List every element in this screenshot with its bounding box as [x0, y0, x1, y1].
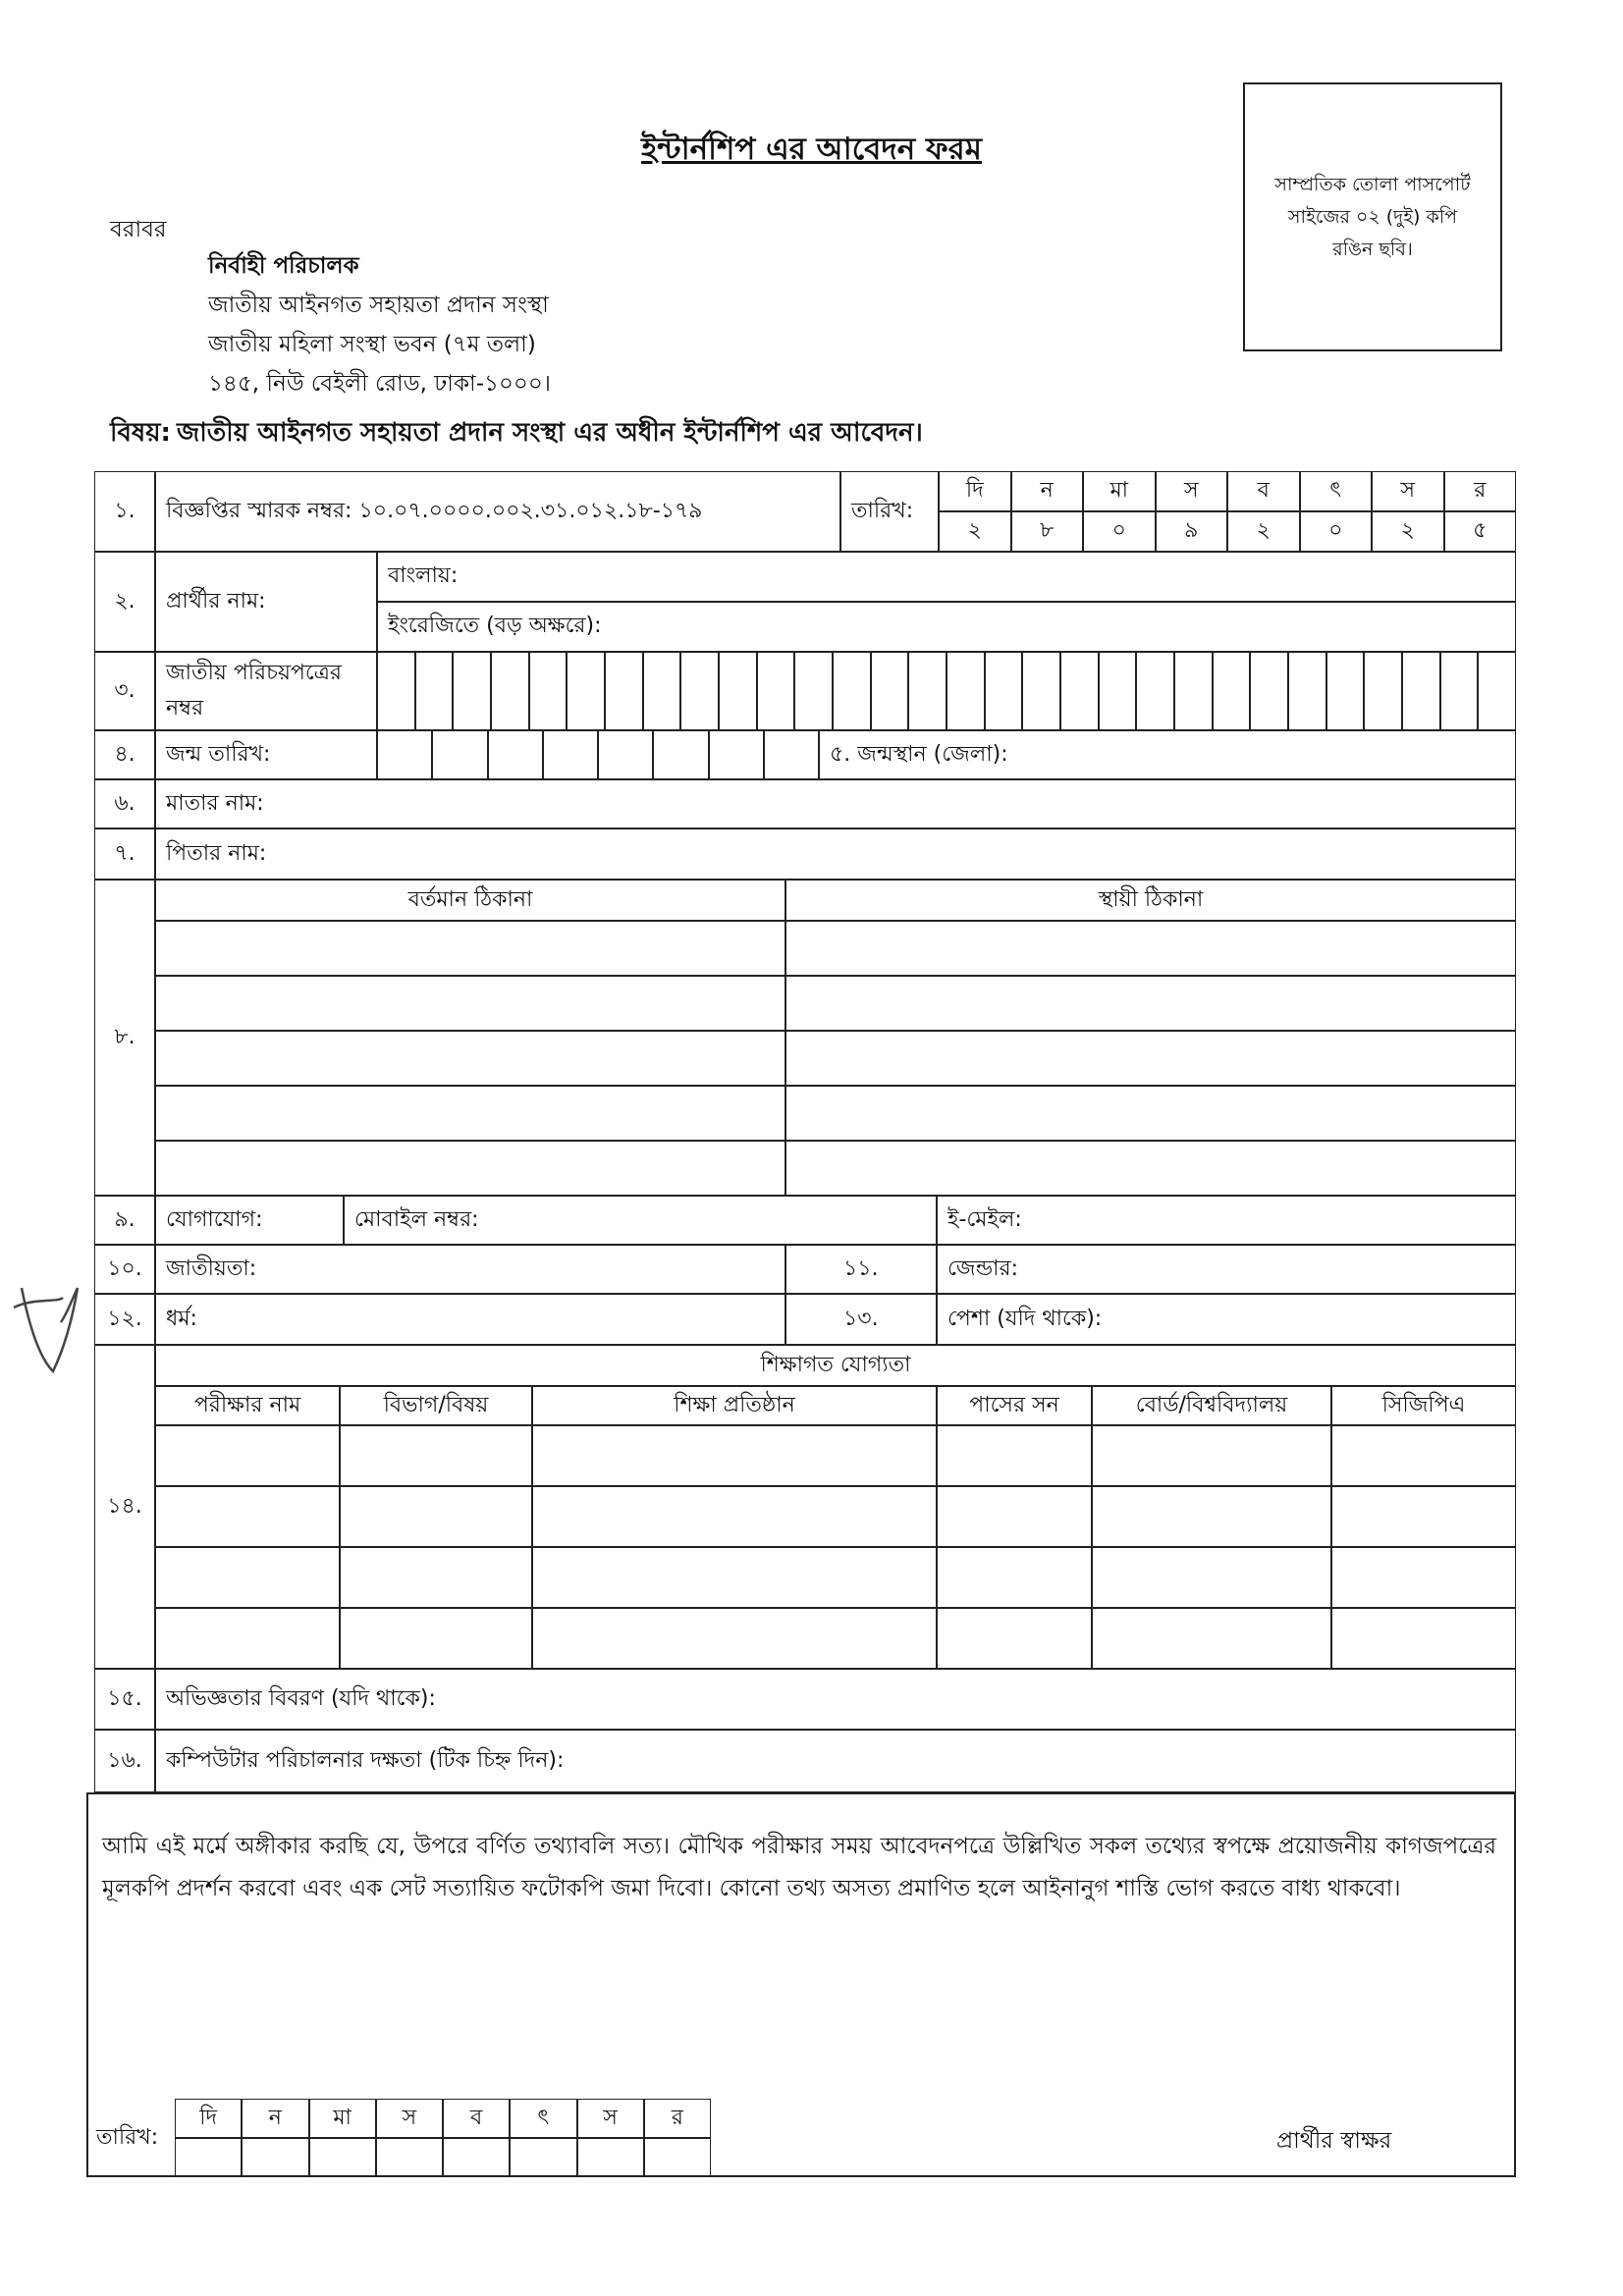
footer-date-box[interactable] — [242, 2138, 308, 2177]
row13-num: ১৩. — [785, 1294, 937, 1345]
nid-digit-box[interactable] — [1440, 652, 1479, 730]
permanent-address-line[interactable] — [785, 1031, 1516, 1086]
nid-digit-box[interactable] — [415, 652, 454, 730]
education-cell[interactable] — [340, 1547, 532, 1608]
footer-date-head: স — [577, 2099, 644, 2138]
education-cell[interactable] — [937, 1547, 1092, 1608]
applicant-signature-label: প্রার্থীর স্বাক্ষর — [1276, 2128, 1392, 2154]
education-cell[interactable] — [1092, 1547, 1331, 1608]
nid-digit-box[interactable] — [719, 652, 757, 730]
date-head-cell: ব — [1227, 471, 1300, 511]
memo-label: বিজ্ঞপ্তির স্মারক নম্বর: — [166, 498, 352, 523]
nid-label-line2: নম্বর — [166, 696, 204, 721]
nationality-field[interactable]: জাতীয়তা: — [155, 1245, 785, 1294]
dob-digit-box[interactable] — [488, 730, 543, 779]
father-name-field[interactable]: পিতার নাম: — [155, 828, 1516, 880]
row10-num: ১০. — [94, 1245, 155, 1294]
footer-date-head: র — [644, 2099, 711, 2138]
nid-digit-box[interactable] — [1478, 652, 1516, 730]
religion-field[interactable]: ধর্ম: — [155, 1294, 785, 1345]
nid-digit-box[interactable] — [794, 652, 833, 730]
education-header-cell: পরীক্ষার নাম — [155, 1386, 340, 1425]
name-label: প্রার্থীর নাম: — [155, 552, 377, 652]
permanent-address-header: স্থায়ী ঠিকানা — [785, 880, 1516, 921]
footer-date-head: ন — [242, 2099, 308, 2138]
mother-name-field[interactable]: মাতার নাম: — [155, 779, 1516, 828]
education-cell[interactable] — [937, 1486, 1092, 1547]
date-head-cell: র — [1444, 471, 1517, 511]
date-value-cell: ০ — [1083, 511, 1156, 552]
nid-digit-box[interactable] — [643, 652, 681, 730]
date-head-cell: মা — [1083, 471, 1156, 511]
nid-digit-box[interactable] — [1402, 652, 1440, 730]
date-value-cell: ২ — [939, 511, 1011, 552]
nid-label — [155, 652, 377, 730]
education-cell[interactable] — [1331, 1486, 1516, 1547]
nid-digit-box[interactable] — [1250, 652, 1288, 730]
education-cell[interactable] — [532, 1547, 937, 1608]
nid-digit-box[interactable] — [1174, 652, 1213, 730]
nid-digit-box[interactable] — [1326, 652, 1365, 730]
education-cell[interactable] — [1331, 1425, 1516, 1486]
education-header-cell: বিভাগ/বিষয় — [340, 1386, 532, 1425]
present-address-line[interactable] — [155, 1141, 785, 1196]
education-cell[interactable] — [155, 1547, 340, 1608]
nid-digit-box[interactable] — [1060, 652, 1099, 730]
date-value-cell: ৮ — [1011, 511, 1084, 552]
education-cell[interactable] — [155, 1425, 340, 1486]
dob-digit-box[interactable] — [764, 730, 819, 779]
present-address-line[interactable] — [155, 921, 785, 976]
building: জাতীয় মহিলা সংস্থা ভবন (৭ম তলা) — [208, 332, 536, 357]
salutation: বরাবর — [110, 217, 167, 242]
education-cell[interactable] — [1331, 1608, 1516, 1669]
education-cell[interactable] — [937, 1608, 1092, 1669]
subject — [110, 412, 923, 455]
date-head-cell: স — [1156, 471, 1228, 511]
subject-label: বিষয়: — [110, 418, 171, 448]
name-bangla-field[interactable]: বাংলায়: — [377, 552, 1516, 602]
education-header-cell: শিক্ষা প্রতিষ্ঠান — [532, 1386, 937, 1425]
education-header-cell: বোর্ড/বিশ্ববিদ্যালয় — [1092, 1386, 1331, 1425]
education-cell[interactable] — [1092, 1486, 1331, 1547]
education-title: শিক্ষাগত যোগ্যতা — [155, 1345, 1516, 1386]
mobile-field[interactable]: মোবাইল নম্বর: — [344, 1196, 937, 1245]
footer-date-box[interactable] — [443, 2138, 510, 2177]
education-cell[interactable] — [532, 1425, 937, 1486]
education-header-cell: সিজিপিএ — [1331, 1386, 1516, 1425]
education-cell[interactable] — [532, 1608, 937, 1669]
nid-digit-box[interactable] — [871, 652, 909, 730]
designation: নির্বাহী পরিচালক — [208, 253, 359, 279]
footer-date-box[interactable] — [175, 2138, 242, 2177]
education-cell[interactable] — [340, 1486, 532, 1547]
education-cell[interactable] — [1092, 1425, 1331, 1486]
date-value-cell: ৯ — [1156, 511, 1228, 552]
row4-num: ৪. — [94, 730, 155, 779]
present-address-line[interactable] — [155, 976, 785, 1031]
name-english-field[interactable]: ইংরেজিতে (বড় অক্ষরে): — [377, 602, 1516, 652]
present-address-line[interactable] — [155, 1086, 785, 1141]
education-cell[interactable] — [1092, 1608, 1331, 1669]
footer-date-box[interactable] — [309, 2138, 376, 2177]
date-value-cell: ০ — [1300, 511, 1373, 552]
row9-num: ৯. — [94, 1196, 155, 1245]
education-cell[interactable] — [155, 1486, 340, 1547]
birthplace-field[interactable]: ৫. জন্মস্থান (জেলা): — [819, 730, 1516, 779]
email-field[interactable]: ই-মেইল: — [937, 1196, 1516, 1245]
dob-digit-box[interactable] — [709, 730, 764, 779]
occupation-field[interactable]: পেশা (যদি থাকে): — [937, 1294, 1516, 1345]
row15-num: ১৫. — [94, 1669, 155, 1730]
date-head-cell: ন — [1011, 471, 1084, 511]
row11-num: ১১. — [785, 1245, 937, 1294]
permanent-address-line[interactable] — [785, 976, 1516, 1031]
organization: জাতীয় আইনগত সহায়তা প্রদান সংস্থা — [208, 293, 549, 318]
nid-digit-box[interactable] — [908, 652, 947, 730]
education-cell[interactable] — [340, 1608, 532, 1669]
nid-digit-box[interactable] — [1099, 652, 1137, 730]
nid-digit-box[interactable] — [453, 652, 491, 730]
row16-num: ১৬. — [94, 1730, 155, 1792]
experience-field[interactable]: অভিজ্ঞতার বিবরণ (যদি থাকে): — [155, 1669, 1516, 1730]
nid-digit-box[interactable] — [680, 652, 719, 730]
row1-date-label: তারিখ: — [840, 471, 939, 552]
date-value-cell: ২ — [1372, 511, 1444, 552]
dob-digit-box[interactable] — [543, 730, 598, 779]
footer-date-label: তারিখ: — [96, 2124, 159, 2150]
footer-date-box[interactable] — [644, 2138, 711, 2177]
dob-digit-box[interactable] — [432, 730, 487, 779]
footer-date-head: ব — [443, 2099, 510, 2138]
dob-digit-box[interactable] — [377, 730, 432, 779]
nid-digit-box[interactable] — [1288, 652, 1326, 730]
memo-value: ১০.০৭.০০০০.০০২.৩১.০১২.১৮-১৭৯ — [358, 498, 703, 523]
row8-num: ৮. — [94, 880, 155, 1196]
row1-num: ১. — [94, 471, 155, 552]
memo-cell — [155, 471, 840, 552]
date-head-cell: দি — [939, 471, 1011, 511]
dob-digit-box[interactable] — [598, 730, 653, 779]
nid-digit-box[interactable] — [491, 652, 529, 730]
nid-digit-box[interactable] — [757, 652, 795, 730]
pen-mark — [4, 1268, 92, 1376]
subject-text: জাতীয় আইনগত সহায়তা প্রদান সংস্থা এর অধীন ইন্টার্নশিপ এর আবেদন। — [176, 418, 923, 448]
nid-digit-box[interactable] — [833, 652, 871, 730]
row12-num: ১২. — [94, 1294, 155, 1345]
date-head-cell: স — [1372, 471, 1444, 511]
dob-label: জন্ম তারিখ: — [155, 730, 377, 779]
row14-num: ১৪. — [94, 1345, 155, 1669]
date-value-cell: ৫ — [1444, 511, 1517, 552]
nid-digit-box[interactable] — [605, 652, 643, 730]
nid-digit-box[interactable] — [985, 652, 1023, 730]
nid-digit-box[interactable] — [377, 652, 415, 730]
education-cell[interactable] — [937, 1425, 1092, 1486]
row3-num: ৩. — [94, 652, 155, 730]
education-cell[interactable] — [532, 1486, 937, 1547]
declaration-text: আমি এই মর্মে অঙ্গীকার করছি যে, উপরে বর্ণিত তথ্যাবলি সত্য। মৌখিক পরীক্ষার সময় আবেদনপত্রে উল্লিখিত সকল তথ্যের স্বপক্ষে প্রয়োজনীয় কাগজপত্রের মূলকপি প্রদর্শন করবো এবং এক সেট সত্যায়িত ফটোকপি জমা দিবো। কোনো তথ্য অসত্য প্রমাণিত হলে আইনানুগ শাস্তি ভোগ করতে বাধ্য থাকবো। — [102, 1834, 1496, 1901]
nid-digit-box[interactable] — [1364, 652, 1402, 730]
row2-num: ২. — [94, 552, 155, 652]
education-header-cell: পাসের সন — [937, 1386, 1092, 1425]
photo-box: সাম্প্রতিক তোলা পাসপোর্ট সাইজের ০২ (দুই) কপি রঙিন ছবি। — [1243, 82, 1502, 351]
date-head-cell: ৎ — [1300, 471, 1373, 511]
nid-digit-box[interactable] — [567, 652, 605, 730]
contact-label: যোগাযোগ: — [155, 1196, 344, 1245]
permanent-address-line[interactable] — [785, 1086, 1516, 1141]
gender-field[interactable]: জেন্ডার: — [937, 1245, 1516, 1294]
education-cell[interactable] — [1331, 1547, 1516, 1608]
dob-digit-box[interactable] — [653, 730, 708, 779]
row7-num: ৭. — [94, 828, 155, 880]
nid-digit-box[interactable] — [1022, 652, 1060, 730]
address: ১৪৫, নিউ বেইলী রোড, ঢাকা-১০০০। — [208, 371, 552, 397]
permanent-address-line[interactable] — [785, 1141, 1516, 1196]
education-cell[interactable] — [155, 1608, 340, 1669]
row6-num: ৬. — [94, 779, 155, 828]
nid-digit-box[interactable] — [947, 652, 985, 730]
present-address-line[interactable] — [155, 1031, 785, 1086]
form-title: ইন্টার্নশিপ এর আবেদন ফরম — [641, 132, 982, 167]
footer-date-head: স — [376, 2099, 443, 2138]
footer-date-box[interactable] — [510, 2138, 576, 2177]
nid-label-line1: জাতীয় পরিচয়পত্রের — [166, 661, 343, 685]
footer-date-box[interactable] — [376, 2138, 443, 2177]
date-value-cell: ২ — [1227, 511, 1300, 552]
computer-skill-field[interactable]: কম্পিউটার পরিচালনার দক্ষতা (টিক চিহ্ন দিন): — [155, 1730, 1516, 1792]
present-address-header: বর্তমান ঠিকানা — [155, 880, 785, 921]
nid-digit-box[interactable] — [1136, 652, 1174, 730]
permanent-address-line[interactable] — [785, 921, 1516, 976]
footer-date-head: দি — [175, 2099, 242, 2138]
education-cell[interactable] — [340, 1425, 532, 1486]
nid-digit-box[interactable] — [1213, 652, 1251, 730]
footer-date-box[interactable] — [577, 2138, 644, 2177]
nid-digit-box[interactable] — [529, 652, 568, 730]
footer-date-head: মা — [309, 2099, 376, 2138]
footer-date-head: ৎ — [510, 2099, 576, 2138]
